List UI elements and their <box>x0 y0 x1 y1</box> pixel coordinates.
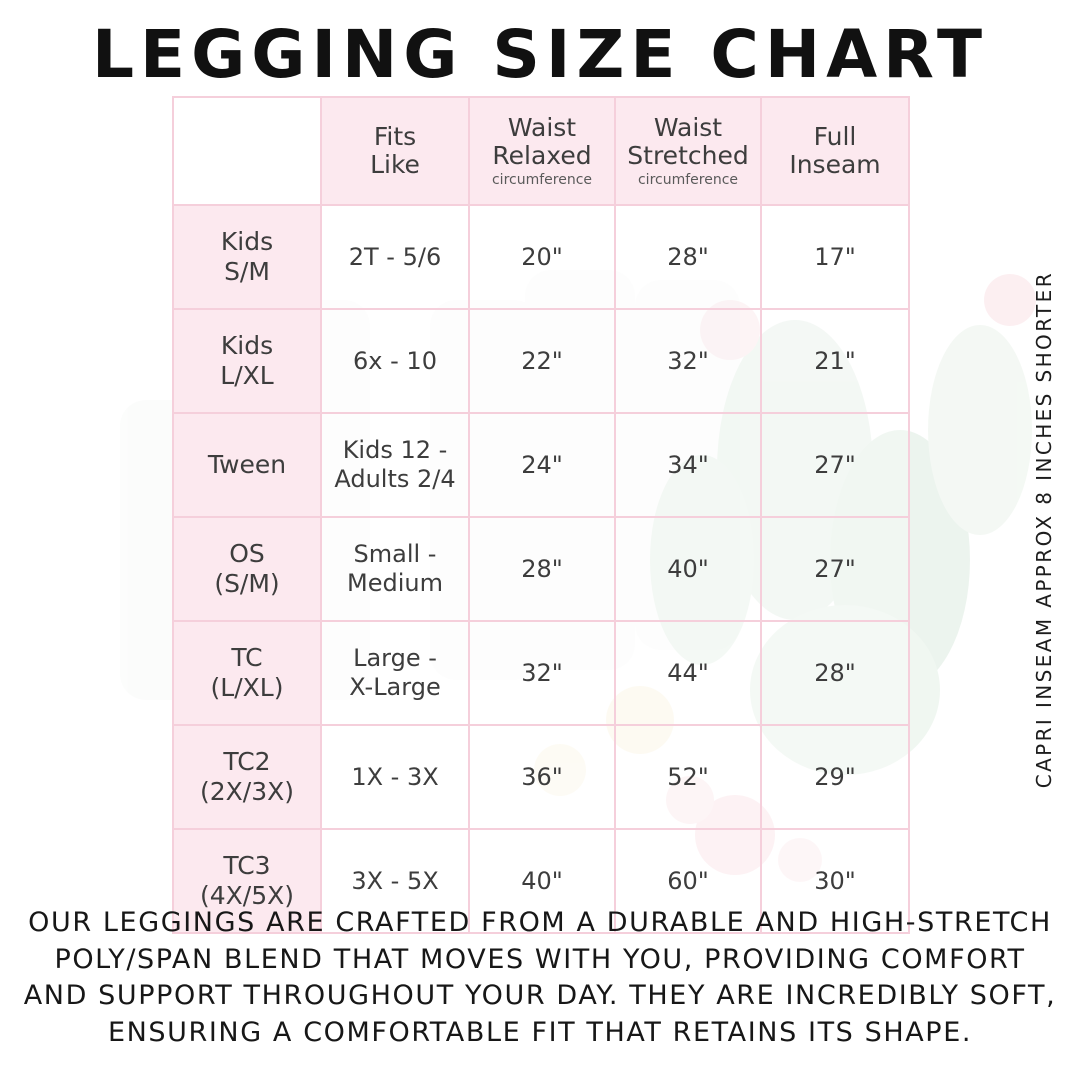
row-header-size <box>173 517 321 621</box>
fits-line-2: Medium <box>347 569 443 597</box>
row-header-size <box>173 621 321 725</box>
size-line-1: Kids <box>220 227 274 256</box>
fits-line-1: 2T - 5/6 <box>348 242 442 271</box>
cell-full-inseam: 17" <box>761 205 909 309</box>
cell-waist-relaxed: 32" <box>469 621 615 725</box>
cell-fits-like <box>321 517 469 621</box>
fits-line-1: Large - <box>353 644 437 673</box>
header-line-1: Fits <box>373 122 417 151</box>
column-header-fits-like <box>321 97 469 205</box>
table-row <box>173 309 909 413</box>
cell-waist-relaxed: 22" <box>469 309 615 413</box>
cell-waist-stretched: 32" <box>615 309 761 413</box>
header-line-2: Relaxed <box>492 140 592 170</box>
size-line-1: Tween <box>207 450 287 479</box>
header-line-1: Full <box>813 122 857 151</box>
cell-fits-like <box>321 725 469 829</box>
cell-waist-relaxed: 24" <box>469 413 615 517</box>
size-line-2: (4X/5X) <box>200 881 294 910</box>
cell-fits-like <box>321 309 469 413</box>
fits-line-2: X-Large <box>349 673 441 701</box>
header-subtext: circumference <box>637 171 739 188</box>
capri-inseam-note <box>1024 250 1064 810</box>
header-subtext: circumference <box>491 171 593 188</box>
cell-waist-relaxed: 36" <box>469 725 615 829</box>
size-line-1: TC2 <box>223 747 271 776</box>
cell-waist-relaxed: 40" <box>469 829 615 933</box>
header-line-1: Waist <box>653 112 723 142</box>
fits-line-1: 3X - 5X <box>351 866 439 895</box>
size-line-2: (2X/3X) <box>200 777 294 806</box>
row-header-size <box>173 413 321 517</box>
column-header-waist-stretched <box>615 97 761 205</box>
cell-waist-stretched: 60" <box>615 829 761 933</box>
cell-waist-relaxed: 20" <box>469 205 615 309</box>
row-header-size <box>173 205 321 309</box>
size-line-2: L/XL <box>220 361 274 390</box>
cell-waist-relaxed: 28" <box>469 517 615 621</box>
fits-line-2: Adults 2/4 <box>334 465 456 493</box>
table-row <box>173 517 909 621</box>
page-title: LEGGING SIZE CHART <box>91 16 989 93</box>
footer-line-4: ENSURING A COMFORTABLE FIT THAT RETAINS ITS SHAPE. <box>107 1017 973 1049</box>
cell-fits-like <box>321 621 469 725</box>
table-corner-cell <box>173 97 321 205</box>
cell-full-inseam: 27" <box>761 413 909 517</box>
cell-waist-stretched: 40" <box>615 517 761 621</box>
fits-line-1: 6x - 10 <box>353 346 437 375</box>
cell-waist-stretched: 52" <box>615 725 761 829</box>
footer-line-2: POLY/SPAN BLEND THAT MOVES WITH YOU, PROVIDING COMFORT <box>54 943 1026 975</box>
cell-fits-like <box>321 205 469 309</box>
table-row <box>173 725 909 829</box>
header-line-2: Stretched <box>627 140 749 170</box>
cell-waist-stretched: 34" <box>615 413 761 517</box>
size-line-2: S/M <box>224 257 270 286</box>
header-line-2: Inseam <box>789 150 881 179</box>
cell-full-inseam: 27" <box>761 517 909 621</box>
size-line-1: TC3 <box>223 851 271 880</box>
table-row <box>173 413 909 517</box>
fits-line-1: Small - <box>353 540 437 569</box>
row-header-size <box>173 309 321 413</box>
size-line-2: (L/XL) <box>210 673 284 702</box>
header-line-2: Like <box>370 150 420 179</box>
cell-full-inseam: 29" <box>761 725 909 829</box>
table-row <box>173 205 909 309</box>
footer-description <box>0 905 1080 1052</box>
size-line-1: Kids <box>220 331 274 360</box>
fits-line-1: Kids 12 - <box>342 436 448 465</box>
table-row <box>173 621 909 725</box>
cell-waist-stretched: 28" <box>615 205 761 309</box>
footer-line-1: OUR LEGGINGS ARE CRAFTED FROM A DURABLE AND HIGH-STRETCH <box>28 907 1052 938</box>
size-line-1: OS <box>229 539 265 568</box>
column-header-waist-relaxed <box>469 97 615 205</box>
size-line-2: (S/M) <box>214 569 280 598</box>
size-line-1: TC <box>231 643 263 672</box>
cell-waist-stretched: 44" <box>615 621 761 725</box>
cell-full-inseam: 30" <box>761 829 909 933</box>
capri-inseam-note-text: CAPRI INSEAM APPROX 8 INCHES SHORTER <box>1032 271 1056 789</box>
cell-fits-like <box>321 413 469 517</box>
size-chart-table-wrapper <box>172 96 908 934</box>
footer-line-3: AND SUPPORT THROUGHOUT YOUR DAY. THEY ARE INCREDIBLY SOFT, <box>23 980 1057 1012</box>
header-line-1: Waist <box>507 112 577 142</box>
size-chart-table <box>172 96 910 934</box>
row-header-size <box>173 725 321 829</box>
fits-line-1: 1X - 3X <box>351 762 439 791</box>
table-header-row <box>173 97 909 205</box>
column-header-full-inseam <box>761 97 909 205</box>
cell-full-inseam: 21" <box>761 309 909 413</box>
cell-full-inseam: 28" <box>761 621 909 725</box>
